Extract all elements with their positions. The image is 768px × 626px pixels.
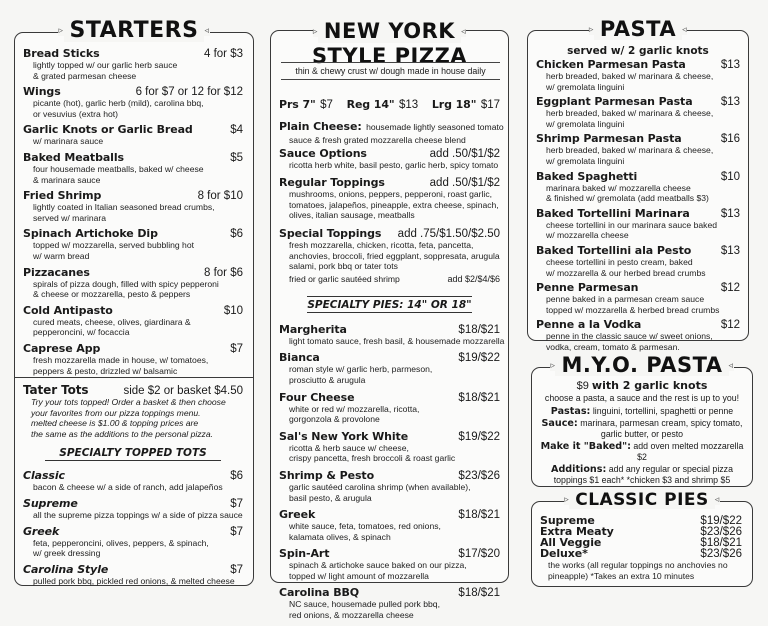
myo-baked: Make it "Baked": add oven melted mozzarella $2: [540, 440, 744, 462]
toppings-list: [279, 147, 500, 272]
menu-item-row: [279, 147, 500, 160]
menu-item-row: [23, 497, 243, 510]
menu-item: [23, 189, 243, 223]
pizza-title-line1: NEW YORK: [318, 19, 461, 43]
menu-item-row: [536, 318, 740, 331]
menu-item-description: roman style w/ garlic herb, parmeson,: [289, 364, 433, 375]
menu-item: [23, 266, 243, 300]
menu-item-description: basil pesto, & arugula: [289, 492, 372, 503]
menu-item-description: cheese tortellini in pesto cream, baked: [546, 256, 693, 267]
menu-item-description: four housemade meatballs, baked w/ cheese: [33, 163, 204, 174]
menu-item-description: anchovies, broccoli, fried eggplant, soppresata, arugula: [289, 250, 500, 261]
menu-item: [23, 47, 243, 81]
myo-pastas: Pastas: linguini, tortellini, spaghetti or penne: [550, 406, 734, 417]
menu-item: [536, 170, 740, 204]
menu-item-description: ricotta & herb sauce w/ cheese,: [289, 442, 409, 453]
menu-item-description: picante (hot), garlic herb (mild), carolina bbq,: [33, 98, 204, 109]
myo-pasta-section: [531, 353, 753, 487]
classic-pies-list: [540, 514, 742, 558]
menu-item-description: w/ gremolata linguini: [546, 155, 625, 166]
menu-item-description: pepperoncini, w/ focaccia: [33, 327, 130, 338]
menu-item: [536, 244, 740, 278]
myo-intro: choose a pasta, a sauce and the rest is up to you!: [544, 392, 740, 403]
menu-item-row: [279, 508, 500, 521]
myo-title: ▹ M.Y.O. PASTA ◃: [550, 353, 734, 377]
menu-item-name: Extra Meaty: [540, 525, 614, 538]
menu-item-description: or vesuvius (extra hot): [33, 108, 119, 119]
note-line: Try your tots topped! Order a basket & then choose: [31, 397, 226, 407]
menu-item-name: Deluxe*: [540, 547, 588, 560]
pizza-subtitle: thin & chewy crust w/ dough made in house daily: [281, 62, 500, 80]
menu-item-name: Shrimp Parmesan Pasta: [536, 132, 682, 146]
menu-item: [279, 469, 500, 503]
pizza-title: ▹ NEW YORK ◃ STYLE PIZZA: [311, 19, 468, 68]
menu-item: [279, 176, 500, 221]
specialty-pies-list: [279, 322, 505, 621]
menu-item: [279, 351, 500, 385]
menu-item-description: served w/ marinara: [33, 212, 107, 223]
menu-item-name: Baked Tortellini Marinara: [536, 206, 690, 220]
menu-item-description: w/ marinara sauce: [33, 136, 104, 147]
menu-item-name: Supreme: [23, 496, 78, 510]
menu-item-name: Greek: [23, 524, 60, 538]
tater-tots-section: [15, 377, 253, 590]
menu-item-name: Spin-Art: [279, 547, 330, 561]
menu-item-name: Special Toppings: [279, 226, 382, 240]
menu-item-description: tomatoes, jalapeños, pineapple, extra cheese, spinach,: [289, 199, 499, 210]
menu-item-name: All Veggie: [540, 536, 602, 549]
menu-item-price: 6 for $7 or 12 for $12: [135, 86, 243, 99]
menu-item-row: [23, 525, 243, 538]
pasta-title: ▹ PASTA ◃: [588, 17, 688, 41]
menu-item-description: topped w/ mozzarella & herbed bread crumbs: [546, 304, 720, 315]
menu-item: [536, 95, 740, 129]
starters-section: [14, 18, 254, 586]
menu-item-price: $23/$26: [700, 548, 742, 560]
menu-item-row: [23, 469, 243, 482]
menu-item-description: mushrooms, onions, peppers, pepperoni, roast garlic,: [289, 189, 493, 200]
menu-item-description: spirals of pizza dough, filled with spicy pepperoni: [33, 278, 219, 289]
menu-item-name: Classic: [23, 469, 65, 483]
menu-item-row: [23, 227, 243, 240]
menu-item-name: Eggplant Parmesan Pasta: [536, 95, 693, 109]
specialty-pies-heading: SPECIALTY PIES: 14" OR 18": [307, 296, 473, 313]
menu-item: [279, 547, 500, 581]
menu-item-description: all the supreme pizza toppings w/ a side of pizza sauce: [33, 509, 243, 520]
menu-item-description: w/ warm bread: [33, 250, 90, 261]
menu-item: [23, 227, 243, 261]
menu-item-price: 8 for $10: [197, 190, 243, 203]
menu-item-description: w/ mozzarella cheese: [546, 230, 629, 241]
menu-item-description: herb breaded, baked w/ marinara & cheese,: [546, 145, 714, 156]
menu-item-price: $18/$21: [458, 323, 500, 336]
menu-item-description: ricotta herb white, basil pesto, garlic herb, spicy tomato: [289, 159, 499, 170]
starters-list: [23, 47, 243, 380]
note-line: pineapple) *Takes an extra 10 minutes: [548, 570, 695, 581]
menu-item: [23, 469, 243, 493]
tater-tots-name: Tater Tots: [23, 383, 89, 397]
menu-item: [23, 563, 243, 587]
menu-item-name: Spinach Artichoke Dip: [23, 227, 158, 241]
menu-item-row: [279, 227, 500, 240]
menu-item-price: $10: [223, 304, 243, 317]
plain-cheese: Plain Cheese: housemade lightly seasoned tomato sauce & fresh grated mozzarella cheese blend: [279, 120, 504, 145]
menu-item-row: [23, 304, 243, 317]
menu-item-description: vodka, cream, tomato & parmesan.: [546, 341, 680, 352]
menu-item-name: Caprese App: [23, 341, 101, 355]
starters-title: ▹ STARTERS ◃: [58, 18, 210, 43]
menu-item-row: [279, 323, 500, 336]
size-large: Lrg 18" $17: [431, 98, 500, 111]
menu-item-row: [279, 430, 500, 443]
menu-item-name: Baked Tortellini ala Pesto: [536, 243, 692, 257]
menu-item-description: topped w/ mozzarella, served bubbling hot: [33, 240, 194, 251]
menu-item-name: Greek: [279, 508, 316, 522]
menu-item-price: $13: [720, 244, 740, 257]
menu-item-description: & marinara sauce: [33, 174, 101, 185]
menu-item-description: pulled pork bbq, pickled red onions, & melted cheese: [33, 575, 235, 586]
menu-item-description: lightly coated in Italian seasoned bread crumbs,: [33, 202, 215, 213]
menu-item-price: $19/$22: [458, 430, 500, 443]
myo-price: $9 with 2 garlic knots: [576, 379, 708, 392]
menu-item-price: $13: [720, 59, 740, 71]
menu-item-description: gorgonzola & provolone: [289, 414, 380, 425]
menu-item-description: herb breaded, baked w/ marinara & cheese,: [546, 108, 714, 119]
pasta-section: [527, 17, 749, 352]
menu-item: [536, 281, 740, 315]
menu-item: [536, 132, 740, 166]
menu-item-name: Four Cheese: [279, 390, 355, 404]
menu-item-description: & grated parmesan cheese: [33, 70, 137, 81]
menu-item-price: add .50/$1/$2: [429, 177, 500, 190]
menu-item-price: $18/$21: [700, 537, 742, 549]
menu-item-price: $5: [230, 151, 243, 164]
menu-item-description: cured meats, cheese, olives, giardinara &: [33, 316, 191, 327]
menu-item-description: crispy pancetta, fresh broccoli & roast garlic: [289, 453, 456, 464]
menu-item-name: Baked Meatballs: [23, 150, 124, 164]
menu-item-description: penne in the classic sauce w/ sweet onions,: [546, 331, 713, 342]
menu-item-name: Bread Sticks: [23, 47, 100, 60]
menu-item-name: Regular Toppings: [279, 176, 385, 190]
menu-item-price: $12: [720, 319, 740, 332]
menu-item-description: w/ gremolata linguini: [546, 81, 625, 92]
menu-item-row: [536, 244, 740, 257]
menu-item-row: [23, 85, 243, 98]
menu-item-row: [23, 342, 243, 355]
menu-item-row: [536, 170, 740, 183]
menu-item: [279, 322, 505, 347]
note-line: the same as the additions to the personal pizza.: [31, 428, 214, 439]
note-line: melted cheese is $1.00 & topping prices are: [31, 418, 199, 429]
menu-item-price: $4: [230, 124, 243, 137]
menu-item-row: [279, 351, 500, 364]
size-regular: Reg 14" $13: [346, 98, 419, 111]
menu-item-description: spinach & artichoke sauce baked on our pizza,: [289, 560, 467, 571]
menu-item: [536, 207, 740, 241]
menu-item-price: $7: [230, 525, 243, 538]
menu-item-name: Garlic Knots or Garlic Bread: [23, 123, 193, 137]
starters-title-text: STARTERS: [64, 20, 205, 42]
menu-item-price: $6: [230, 470, 243, 483]
menu-item-description: herb breaded, baked w/ marinara & cheese,: [546, 71, 714, 81]
menu-item-price: $23/$26: [458, 469, 500, 482]
menu-item-price: $18/$21: [458, 587, 500, 600]
menu-item-name: Chicken Parmesan Pasta: [536, 58, 686, 71]
menu-item-price: $10: [720, 170, 740, 183]
shrimp-topping: fried or garlic sautéed shrimp add $2/$4/$6: [289, 273, 500, 284]
menu-item-description: salami, pork bbq or tater tots: [289, 261, 398, 272]
pasta-subtitle: served w/ 2 garlic knots: [567, 45, 709, 57]
menu-item-description: bacon & cheese w/ a side of ranch, add jalapeños: [33, 482, 223, 493]
menu-item: [23, 123, 243, 147]
menu-item-row: [536, 95, 740, 108]
menu-item-price: $23/$26: [700, 526, 742, 538]
pizza-sizes: [279, 95, 500, 113]
specialty-tots-list: [23, 469, 243, 586]
menu-item-description: feta, pepperoncini, olives, peppers, & spinach,: [33, 537, 209, 548]
menu-item-price: $17/$20: [458, 548, 500, 561]
menu-item-price: $7: [230, 563, 243, 576]
menu-item-price: 4 for $3: [204, 48, 243, 60]
menu-item-row: [536, 281, 740, 294]
note-line: your favorites from our pizza toppings menu.: [31, 407, 201, 418]
menu-item-row: [279, 469, 500, 482]
menu-item-description: & cheese or mozzarella, pesto & peppers: [33, 289, 191, 300]
menu-item: [279, 430, 500, 464]
pasta-list: [536, 58, 740, 356]
menu-item-price: add .50/$1/$2: [429, 147, 500, 160]
menu-item-description: marinara baked w/ mozzarella cheese: [546, 182, 691, 193]
menu-item-price: $19/$22: [700, 515, 742, 527]
menu-item-name: Wings: [23, 85, 61, 99]
specialty-tots-heading: SPECIALTY TOPPED TOTS: [45, 447, 221, 461]
menu-item-name: Cold Antipasto: [23, 303, 113, 317]
menu-item-price: $7: [230, 497, 243, 510]
menu-item-description: NC sauce, housemade pulled pork bbq,: [289, 599, 440, 610]
myo-sauce: Sauce: marinara, parmesan cream, spicy tomato, garlic butter, or pesto: [541, 417, 743, 439]
menu-item-price: $7: [230, 342, 243, 355]
menu-item-price: $12: [720, 282, 740, 295]
menu-item-row: [23, 563, 243, 576]
menu-item-description: prosciutto & arugula: [289, 374, 366, 385]
menu-item-row: [279, 547, 500, 560]
menu-item-row: [23, 189, 243, 202]
myo-additions: Additions: add any regular or special pizza toppings $1 each* *chicken $3 and shrimp $5: [551, 463, 733, 485]
menu-item-name: Carolina BBQ: [279, 586, 360, 600]
menu-item-description: white or red w/ mozzarella, ricotta,: [289, 403, 420, 414]
menu-item-row: [23, 47, 243, 60]
menu-item: [279, 227, 500, 272]
menu-item: [23, 304, 243, 338]
menu-item-name: Margherita: [279, 322, 347, 336]
note-line: the works (all regular toppings no anchovies no: [548, 560, 728, 570]
classic-note: [538, 560, 728, 581]
menu-item-description: olives, italian sausage, meatballs: [289, 210, 415, 221]
tater-tots-price: side $2 or basket $4.50: [123, 385, 243, 397]
menu-item-row: [23, 123, 243, 136]
menu-item: [279, 147, 500, 171]
classic-title: ▹ CLASSIC PIES ◃: [564, 490, 720, 510]
menu-item-name: Sal's New York White: [279, 429, 409, 443]
menu-item-description: garlic sautéed carolina shrimp (when available),: [289, 481, 471, 492]
menu-item-name: Penne a la Vodka: [536, 318, 642, 332]
menu-item-name: Baked Spaghetti: [536, 169, 638, 183]
menu-item: [23, 85, 243, 119]
menu-item-row: [279, 176, 500, 189]
menu-item-description: & finished w/ gremolata (add meatballs $3): [546, 193, 709, 204]
menu-item-row: [279, 586, 500, 599]
menu-item-description: fresh mozzarella, chicken, ricotta, feta, pancetta,: [289, 239, 474, 250]
menu-item-description: light tomato sauce, fresh basil, & housemade mozzarella: [289, 335, 505, 346]
menu-item-row: [23, 266, 243, 279]
tater-tots-note: [23, 397, 243, 439]
menu-item-name: Penne Parmesan: [536, 281, 639, 295]
menu-item-price: $19/$22: [458, 352, 500, 365]
menu-item-description: kalamata olives, & spinach: [289, 531, 391, 542]
menu-item-name: Fried Shrimp: [23, 189, 102, 203]
menu-item-name: Pizzacanes: [23, 265, 90, 279]
menu-item-description: fresh mozzarella made in house, w/ tomatoes,: [33, 354, 209, 365]
menu-item-row: [279, 391, 500, 404]
menu-item-price: $13: [720, 96, 740, 109]
menu-item: [536, 58, 740, 92]
menu-item-description: w/ mozzarella & our herbed bread crumbs: [546, 267, 706, 278]
menu-item-name: Sauce Options: [279, 146, 367, 160]
menu-item-name: Supreme: [540, 514, 595, 527]
menu-item-row: [540, 547, 742, 560]
menu-item: [279, 391, 500, 425]
menu-item-description: cheese tortellini in our marinara sauce baked: [546, 219, 718, 230]
menu-item-price: $13: [720, 207, 740, 220]
menu-item-price: $18/$21: [458, 509, 500, 522]
menu-item: [23, 342, 243, 376]
menu-item-description: peppers & pesto, drizzled w/ balsamic: [33, 365, 178, 376]
menu-item-description: topped w/ light amount of mozzarella: [289, 570, 429, 581]
menu-item-name: Bianca: [279, 351, 320, 365]
menu-item-row: [23, 151, 243, 164]
pizza-title-line2: STYLE PIZZA: [311, 44, 468, 68]
menu-item: [279, 586, 500, 620]
classic-pies-section: [531, 490, 753, 587]
menu-item-description: red onions, & mozzarella cheese: [289, 610, 414, 621]
menu-item-description: w/ gremolata linguini: [546, 118, 625, 129]
menu-item-price: $18/$21: [458, 391, 500, 404]
menu-item: [23, 151, 243, 185]
menu-item-description: white sauce, feta, tomatoes, red onions,: [289, 521, 441, 532]
menu-item-row: [536, 207, 740, 220]
pizza-section: [270, 19, 509, 621]
menu-item-name: Carolina Style: [23, 562, 109, 576]
menu-item-description: w/ greek dressing: [33, 548, 101, 559]
menu-item-name: Shrimp & Pesto: [279, 468, 375, 482]
menu-item: [23, 497, 243, 521]
menu-item: [536, 318, 740, 352]
menu-item-price: 8 for $6: [204, 266, 243, 279]
menu-item-description: penne baked in a parmesan cream sauce: [546, 294, 705, 305]
menu-item: [540, 547, 742, 560]
menu-item-row: [536, 132, 740, 145]
menu-item-description: lightly topped w/ our garlic herb sauce: [33, 60, 178, 70]
menu-item-price: add .75/$1.50/$2.50: [397, 227, 500, 240]
menu-item-row: [536, 58, 740, 71]
menu-item: [23, 525, 243, 559]
menu-item-price: $6: [230, 228, 243, 241]
menu-item-price: $16: [720, 133, 740, 146]
menu-item: [279, 508, 500, 542]
size-personal: Prs 7" $7: [279, 98, 333, 111]
